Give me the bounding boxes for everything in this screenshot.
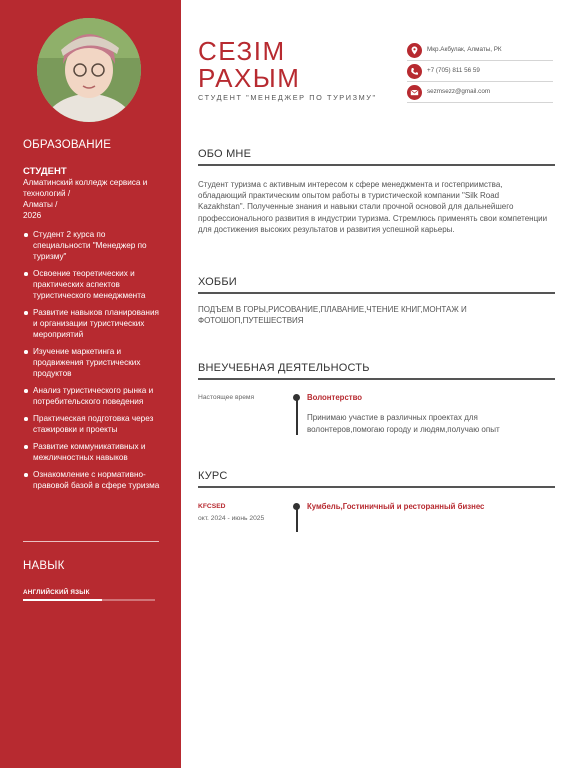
extracurricular-heading: ВНЕУЧЕБНАЯ ДЕЯТЕЛЬНОСТЬ [198, 362, 370, 374]
about-text: Студент туризма с активным интересом к сфере менеджмента и гостеприимства, обладающий практическим опытом работы в туристической компании "Silk Road Kazakhstan". Полученные знания и навыки стали прочной основой для дальнейшего профессионального развития в индустрии туризма. Стремлюсь применять свои компетенции для достижения высоких результатов и развития успешной карьеры. [198, 180, 548, 234]
course-heading: КУРС [198, 470, 228, 482]
location-icon [407, 43, 422, 58]
education-list [23, 229, 163, 491]
divider [198, 292, 555, 294]
contact-phone-text: +7 (705) 811 56 59 [427, 67, 480, 74]
hobbies-heading: ХОББИ [198, 276, 237, 288]
avatar [37, 18, 141, 122]
list-item: Развитие коммуникативных и межличностных навыков [23, 441, 163, 463]
list-item: Практическая подготовка через стажировки и проекты [23, 413, 163, 435]
name [198, 38, 300, 92]
contact-email-text[interactable]: sezmsezz@gmail.com [427, 88, 491, 95]
divider [23, 541, 159, 542]
education-entry [23, 166, 163, 497]
list-item: Ознакомление с нормативно-правовой базой в сфере туризма [23, 469, 163, 491]
course-org: KFCSED [198, 503, 226, 510]
subtitle: СТУДЕНТ "МЕНЕДЖЕР ПО ТУРИЗМУ" [198, 93, 377, 102]
contact-location [407, 42, 553, 61]
education-year: 2026 [23, 211, 42, 220]
education-city: Алматы / [23, 200, 58, 209]
list-item: Освоение теоретических и практических аспектов туристического менеджмента [23, 268, 163, 301]
course-title: Кумбель,Гостиничный и ресторанный бизнес [307, 502, 485, 511]
contact-email[interactable] [407, 84, 553, 103]
course-dates: окт. 2024 - июнь 2025 [198, 515, 265, 522]
sidebar [0, 0, 181, 768]
hobbies-text: ПОДЪЕМ В ГОРЫ,РИСОВАНИЕ,ПЛАВАНИЕ,ЧТЕНИЕ КНИГ,МОНТАЖ И ФОТОШОП,ПУТЕШЕСТВИЯ [198, 305, 467, 326]
contact-location-text: Мкр.Акбулак, Алматы, РК [427, 46, 502, 53]
email-icon [407, 85, 422, 100]
list-item: Изучение маркетинга и продвижения туристических продуктов [23, 346, 163, 379]
phone-icon [407, 64, 422, 79]
education-school: Алматинский колледж сервиса и технологий / [23, 178, 148, 198]
about-heading: ОБО МНЕ [198, 148, 252, 160]
skill-bar-fill [23, 599, 102, 601]
skills-heading: НАВЫК [23, 560, 65, 572]
timeline-line [296, 398, 298, 435]
contact-phone [407, 63, 553, 82]
skill-label: АНГЛИЙСКИЙ ЯЗЫК [23, 589, 90, 596]
timeline-line [296, 507, 298, 532]
extracurricular-date: Настоящее время [198, 394, 255, 401]
name-first: СЕЗІМ [198, 36, 286, 66]
education-title: СТУДЕНТ [23, 166, 67, 177]
extracurricular-title: Волонтерство [307, 393, 363, 402]
divider [198, 486, 555, 488]
list-item: Студент 2 курса по специальности "Менеджер по туризму" [23, 229, 163, 262]
name-last: РАХЫМ [198, 63, 301, 93]
list-item: Анализ туристического рынка и потребительского поведения [23, 385, 163, 407]
extracurricular-description: Принимаю участие в различных проектах для волонтеров,помогаю городу и людям,получаю опыт [307, 413, 500, 434]
divider [198, 164, 555, 166]
list-item: Развитие навыков планирования и организации туристических мероприятий [23, 307, 163, 340]
skill-bar [23, 599, 155, 601]
education-heading: ОБРАЗОВАНИЕ [23, 139, 112, 151]
divider [198, 378, 555, 380]
